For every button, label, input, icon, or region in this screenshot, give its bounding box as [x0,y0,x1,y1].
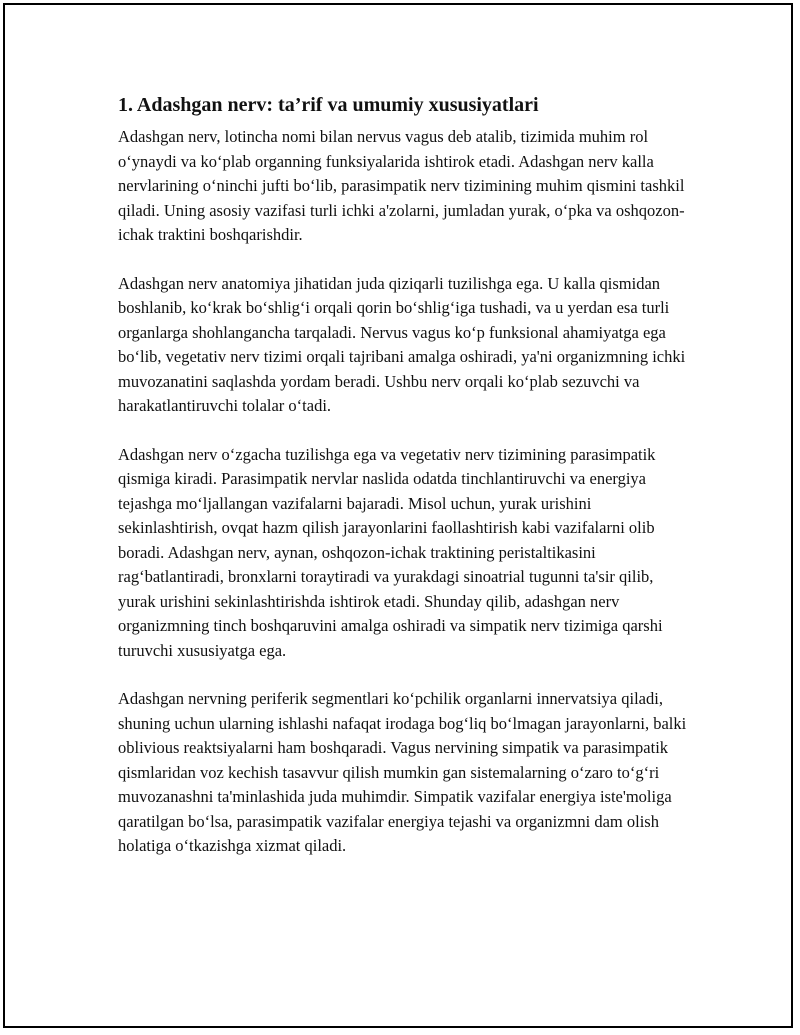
paragraph-3: Adashgan nerv o‘zgacha tuzilishga ega va vegetativ nerv tizimining parasimpatik qismiga kiradi. Parasimpatik nervlar naslida odatda tinchlantiruvchi va energiya tejashga mo‘ljallangan vazifalarni bajaradi. Misol uchun, yurak urishini sekinlashtirish, ovqat hazm qilish jarayonlarini faollashtirish kabi vazifalarni olib boradi. Adashgan nerv, aynan, oshqozon-ichak traktining peristaltikasini rag‘batlantiradi, bronxlarni toraytiradi va yurakdagi sinoatrial tugunni ta'sir qilib, yurak urishini sekinlashtirishda ishtirok etadi. Shunday qilib, adashgan nerv organizmning tinch boshqaruvini amalga oshiradi va simpatik nerv tizimiga qarshi turuvchi xususiyatga ega. [118,444,663,660]
document-body [118,91,688,883]
paragraph-1: Adashgan nerv, lotincha nomi bilan nervus vagus deb atalib, tizimida muhim rol o‘ynaydi va ko‘plab organning funksiyalarida ishtirok etadi. Adashgan nerv kalla nervlarining o‘ninchi jufti bo‘lib, parasimpatik nerv tizimining muhim qismini tashkil qiladi. Uning asosiy vazifasi turli ichki a'zolarni, jumladan yurak, o‘pka va oshqozon-ichak traktini boshqarishdir. [118,127,685,244]
paragraph-2: Adashgan nerv anatomiya jihatidan juda qiziqarli tuzilishga ega. U kalla qismidan boshlanib, ko‘krak bo‘shlig‘i orqali qorin bo‘shlig‘iga tushadi, va u yerdan esa turli organlarga shohlangancha tarqaladi. Nervus vagus ko‘p funksional ahamiyatga ega bo‘lib, vegetativ nerv tizimi orqali tajribani amalga oshiradi, ya'ni organizmning ichki muvozanatini saqlashda yordam beradi. Ushbu nerv orqali ko‘plab sezuvchi va harakatlantiruvchi tolalar o‘tadi. [118,273,686,415]
paragraph-4: Adashgan nervning periferik segmentlari ko‘pchilik organlarni innervatsiya qiladi, shuning uchun ularning ishlashi nafaqat irodaga bog‘liq bo‘lmagan jarayonlarni, balki oblivious reaktsiyalarni ham boshqaradi. Vagus nervining simpatik va parasimpatik qismlaridan voz kechish tasavvur qilish mumkin gan sistemalarning o‘zaro to‘g‘ri muvozanashni ta'minlashida juda muhimdir. Simpatik vazifalar energiya iste'moliga qaratilgan bo‘lsa, parasimpatik vazifalar energiya tejashi va organizmni dam olish holatiga o‘tkazishga xizmat qiladi. [118,689,687,855]
document-title: 1. Adashgan nerv: ta’rif va umumiy xususiyatlari [118,94,539,116]
